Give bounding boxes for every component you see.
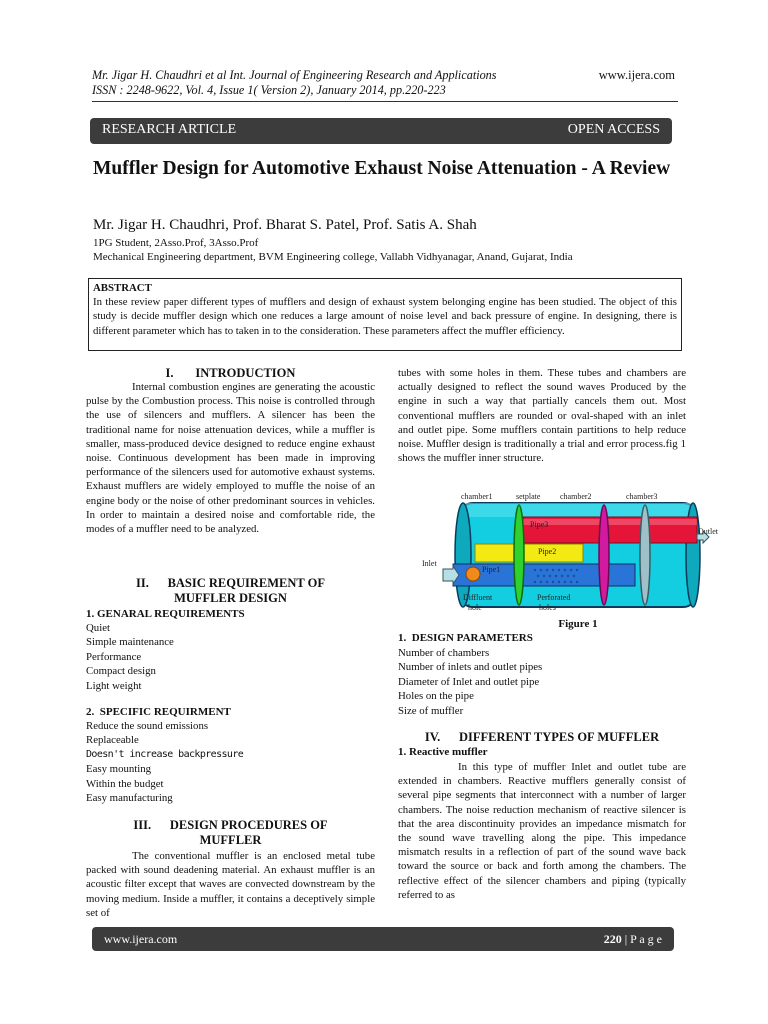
diffluent-hole: [466, 567, 480, 581]
list-item: Light weight: [86, 679, 142, 692]
list-item: Quiet: [86, 622, 110, 634]
list-item: Reduce the sound emissions: [86, 720, 209, 732]
section-2-heading-line-2: MUFFLER DESIGN: [174, 591, 287, 605]
figure-1-muffler-diagram: [413, 489, 727, 614]
chamber-plate-1: [599, 505, 609, 605]
page-footer: [92, 927, 674, 951]
pipe-2: [475, 544, 583, 562]
article-type-banner: [90, 118, 672, 144]
label-diffluent-hole: hole: [468, 603, 482, 612]
header-divider: [92, 101, 678, 102]
list-item: Easy manufacturing: [86, 792, 173, 805]
list-item: Doesn't increase backpressure: [86, 748, 244, 760]
page-number: 220: [603, 932, 622, 946]
general-requirements-list: [86, 621, 375, 693]
specific-requirement-list: [86, 719, 375, 805]
section-3-heading: [86, 818, 375, 848]
paper-authors: Mr. Jigar H. Chaudhri, Prof. Bharat S. Patel, Prof. Satis A. Shah: [93, 217, 477, 233]
affiliation-institution: Mechanical Engineering department, BVM Engineering college, Vallabh Vidhyanagar, Anand, Gujarat, India: [93, 251, 573, 263]
journal-line-1: Mr. Jigar H. Chaudhri et al Int. Journal of Engineering Research and Applications: [92, 68, 497, 82]
label-pipe3: Pipe3: [530, 520, 549, 529]
figure-caption: Figure 1: [558, 618, 598, 630]
label-pipe2: Pipe2: [538, 547, 557, 556]
design-parameters-heading: 1. DESIGN PARAMETERS: [398, 632, 533, 644]
research-article-label: RESEARCH ARTICLE: [102, 122, 237, 137]
abstract-heading: ABSTRACT: [93, 282, 152, 294]
section-2-heading: [86, 576, 375, 606]
design-procedures-text: The conventional muffler is an enclosed metal tube packed with sound deadening material. An exhaust muffler is an acoustic filter except that waves are convected downstream by the moving medium. Inside a muffler, it contains a deceptively simple set of: [86, 850, 375, 919]
list-item: Replaceable: [86, 734, 139, 747]
design-parameters-list: [398, 646, 686, 718]
label-chamber2: chamber2: [560, 492, 592, 501]
label-pipe1: Pipe1: [482, 565, 501, 574]
section-1-heading: I. INTRODUCTION: [165, 366, 296, 380]
header-website-link[interactable]: www.ijera.com: [598, 68, 675, 82]
list-item: Number of chambers: [398, 647, 490, 659]
label-perforated: Perforated: [537, 593, 571, 602]
list-item: Number of inlets and outlet pipes: [398, 661, 543, 674]
section-2-heading-line-1: II. BASIC REQUIREMENT OF: [135, 576, 326, 590]
introduction-text: Internal combustion engines are generating the acoustic pulse by the Combustion process. This noise is controlled through the use of silencers and mufflers. A silencer has been the traditional name for noise attenuation devices, while a muffler is smaller, mass-produced device designed to reduce engine exhaust noise. Continuous development has been made in improving performance of the silencers used for automotive exhaust systems. Exhaust mufflers are widely employed to muffle the noise of an engine body or the noise of other predominant sources in vehicles. In order to maintain a desired noise and comfortable ride, the modes of a muffler need to be analyzed.: [86, 381, 375, 536]
pipe-3-highlight: [523, 519, 697, 525]
specific-requirement-heading: 2. SPECIFIC REQUIRMENT: [86, 706, 231, 718]
footer-page-indicator: [604, 932, 662, 946]
label-chamber1: chamber1: [461, 492, 493, 501]
label-setplate: setplate: [516, 492, 541, 501]
label-diffluent: Diffluent: [463, 593, 493, 602]
reactive-muffler-text: In this type of muffler Inlet and outlet tube are extended in chambers. Reactive mufflers generally consist of several pipe segments that interconnect with a number of larger chambers. The noise reduction mechanism of reactive silencer is that the area discontinuity provides an impedance mismatch for the sound wave travelling along the pipe. This impedance mismatch results in a reflection of part of the sound wave back toward the source or back and forth among the chambers. The reflective effect of the silencer chambers and piping (typically referred to as: [398, 761, 686, 901]
label-outlet: Outlet: [698, 527, 718, 536]
label-perforated-holes: holes: [539, 603, 556, 612]
list-item: Within the budget: [86, 777, 164, 790]
abstract-box: [88, 278, 682, 351]
general-requirements-heading: 1. GENARAL REQUIREMENTS: [86, 608, 245, 620]
muffler-shell-top-band: [459, 503, 697, 517]
journal-line-2: ISSN : 2248-9622, Vol. 4, Issue 1( Version 2), January 2014, pp.220-223: [92, 83, 446, 97]
page-label: | P a g e: [621, 932, 662, 946]
abstract-text: In these review paper different types of mufflers and design of exhaust system belonging engine has been studied. The object of this study is decide muffler design which one reduces a large amount of noise level and back pressure of engine. In designing, there is different parameter which has to taken in to the consideration. These parameters affect the muffler efficiency.: [93, 296, 677, 337]
left-end-cap: [455, 503, 471, 607]
list-item: Performance: [86, 650, 142, 663]
footer-website-link[interactable]: www.ijera.com: [104, 932, 178, 946]
list-item: Size of muffler: [398, 704, 464, 717]
chamber-plate-2: [640, 505, 650, 605]
section-3-heading-line-2: MUFFLER: [199, 833, 262, 847]
label-chamber3: chamber3: [626, 492, 658, 501]
list-item: Holes on the pipe: [398, 690, 474, 703]
section-3-heading-line-1: III. DESIGN PROCEDURES OF: [133, 818, 328, 832]
reactive-muffler-heading: 1. Reactive muffler: [398, 746, 488, 758]
affiliation-roles: 1PG Student, 2Asso.Prof, 3Asso.Prof: [93, 237, 259, 249]
body-text-continued: tubes with some holes in them. These tubes and chambers are actually designed to reflect the sound waves Produced by the engine in such a way that partially cancels them out. Most conventional mufflers are rounded or oval-shaped with an inlet and outlet pipe. Some mufflers contain partitions to help reduce noise. Muffler design is traditionally a trial and error process.fig 1 shows the muffler inner structure.: [398, 367, 686, 465]
open-access-label: OPEN ACCESS: [567, 122, 660, 137]
paper-title: Muffler Design for Automotive Exhaust Noise Attenuation - A Review: [93, 158, 671, 179]
list-item: Simple maintenance: [86, 636, 174, 649]
list-item: Easy mounting: [86, 763, 152, 776]
list-item: Diameter of Inlet and outlet pipe: [398, 675, 540, 688]
setplate: [514, 505, 524, 605]
label-inlet: Inlet: [422, 559, 437, 568]
section-4-heading: IV. DIFFERENT TYPES OF MUFFLER: [424, 730, 660, 744]
list-item: Compact design: [86, 665, 156, 678]
journal-citation: [92, 68, 497, 98]
